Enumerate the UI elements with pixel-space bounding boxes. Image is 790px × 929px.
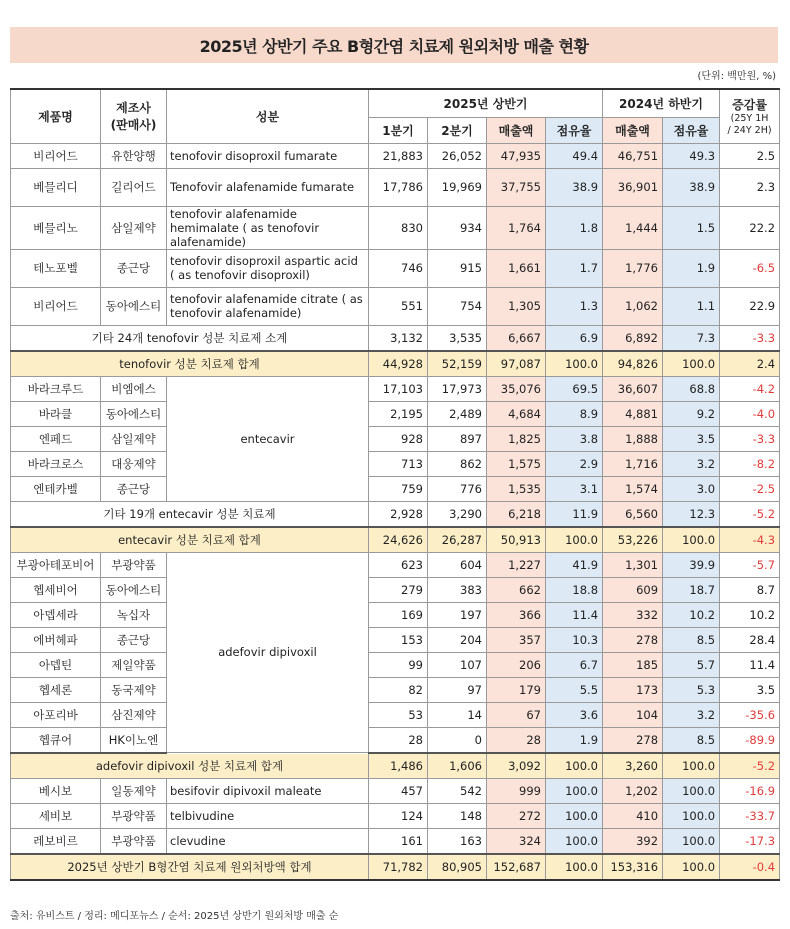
ingredient: clevudine (167, 828, 369, 854)
share-2024-value: 100.0 (663, 854, 720, 880)
header-product: 제품명 (11, 89, 101, 143)
q1-value: 24,626 (369, 527, 428, 553)
product-name: 엔페드 (11, 426, 101, 451)
share-2024-value: 100.0 (663, 828, 720, 854)
sales-value: 6,218 (487, 501, 546, 527)
change-value: 3.5 (720, 677, 780, 702)
maker-name: 동아에스티 (101, 287, 167, 325)
maker-name: 길리어드 (101, 168, 167, 206)
share-value: 3.1 (546, 476, 603, 501)
table-row (11, 206, 780, 249)
header-maker (101, 89, 167, 143)
sales-value: 35,076 (487, 376, 546, 401)
change-value: -5.2 (720, 753, 780, 779)
sales-value: 97,087 (487, 351, 546, 377)
header-2025-h1: 2025년 상반기 (369, 89, 603, 117)
q1-value: 928 (369, 426, 428, 451)
row-label: adefovir dipivoxil 성분 치료제 합계 (11, 753, 369, 779)
sales-2024-value: 173 (603, 677, 663, 702)
q2-value: 26,052 (428, 143, 487, 168)
change-value: 11.4 (720, 652, 780, 677)
sales-2024-value: 1,716 (603, 451, 663, 476)
table-row (11, 401, 780, 426)
row-label: 기타 24개 tenofovir 성분 치료제 소계 (11, 325, 369, 351)
q2-value: 197 (428, 602, 487, 627)
q1-value: 99 (369, 652, 428, 677)
ingredient: telbivudine (167, 803, 369, 828)
sales-2024-value: 332 (603, 602, 663, 627)
unit-note: (단위: 백만원, %) (697, 71, 776, 82)
q1-value: 124 (369, 803, 428, 828)
maker-name: 비엠에스 (101, 376, 167, 401)
table-body (11, 143, 780, 880)
q1-value: 457 (369, 778, 428, 803)
sales-2024-value: 1,202 (603, 778, 663, 803)
row-label: entecavir 성분 치료제 합계 (11, 527, 369, 553)
table-row (11, 803, 780, 828)
table-row (11, 577, 780, 602)
maker-name: 유한양행 (101, 143, 167, 168)
q1-value: 71,782 (369, 854, 428, 880)
change-value: -4.3 (720, 527, 780, 553)
row-label: 기타 19개 entecavir 성분 치료제 (11, 501, 369, 527)
sales-value: 1,825 (487, 426, 546, 451)
share-value: 5.5 (546, 677, 603, 702)
q1-value: 44,928 (369, 351, 428, 377)
share-value: 3.8 (546, 426, 603, 451)
q2-value: 97 (428, 677, 487, 702)
table-row (11, 552, 780, 577)
sales-2024-value: 1,444 (603, 206, 663, 249)
share-value: 1.7 (546, 249, 603, 287)
header-maker-line1: 제조사 (116, 101, 151, 116)
change-value: 2.3 (720, 168, 780, 206)
share-value: 1.9 (546, 727, 603, 753)
product-name: 바라클 (11, 401, 101, 426)
table-row (11, 854, 780, 880)
sales-2024-value: 6,560 (603, 501, 663, 527)
q2-value: 148 (428, 803, 487, 828)
change-value: 22.9 (720, 287, 780, 325)
share-value: 11.9 (546, 501, 603, 527)
share-value: 100.0 (546, 753, 603, 779)
table-row (11, 652, 780, 677)
sales-2024-value: 278 (603, 627, 663, 652)
table-row (11, 677, 780, 702)
share-2024-value: 5.3 (663, 677, 720, 702)
share-value: 6.7 (546, 652, 603, 677)
change-value: 2.4 (720, 351, 780, 377)
q1-value: 830 (369, 206, 428, 249)
q2-value: 19,969 (428, 168, 487, 206)
change-value: -33.7 (720, 803, 780, 828)
q2-value: 52,159 (428, 351, 487, 377)
ingredient: tenofovir alafenamide citrate ( as tenofovir alafenamide) (167, 287, 369, 325)
share-2024-value: 38.9 (663, 168, 720, 206)
sales-value: 1,227 (487, 552, 546, 577)
table-row (11, 527, 780, 553)
q2-value: 26,287 (428, 527, 487, 553)
q1-value: 53 (369, 702, 428, 727)
maker-name: 녹십자 (101, 602, 167, 627)
product-name: 헵큐어 (11, 727, 101, 753)
share-2024-value: 9.2 (663, 401, 720, 426)
header-maker-line2: (판매사) (110, 118, 157, 133)
sales-value: 67 (487, 702, 546, 727)
change-value: -5.7 (720, 552, 780, 577)
table-row (11, 325, 780, 351)
q1-value: 161 (369, 828, 428, 854)
maker-name: 종근당 (101, 249, 167, 287)
maker-name: 대웅제약 (101, 451, 167, 476)
maker-name: 삼일제약 (101, 426, 167, 451)
share-value: 41.9 (546, 552, 603, 577)
q1-value: 1,486 (369, 753, 428, 779)
sales-value: 999 (487, 778, 546, 803)
share-2024-value: 100.0 (663, 527, 720, 553)
change-value: -5.2 (720, 501, 780, 527)
share-2024-value: 8.5 (663, 627, 720, 652)
share-value: 6.9 (546, 325, 603, 351)
change-value: -89.9 (720, 727, 780, 753)
share-2024-value: 8.5 (663, 727, 720, 753)
table-row (11, 702, 780, 727)
header-q2: 2분기 (428, 117, 487, 143)
header-change (720, 89, 780, 143)
sales-value: 1,535 (487, 476, 546, 501)
share-2024-value: 7.3 (663, 325, 720, 351)
table-row (11, 249, 780, 287)
table-row (11, 426, 780, 451)
table-row (11, 287, 780, 325)
q1-value: 623 (369, 552, 428, 577)
sales-table (10, 88, 780, 881)
header-change-sub2: / 24Y 2H) (727, 124, 772, 136)
sales-value: 37,755 (487, 168, 546, 206)
share-2024-value: 3.5 (663, 426, 720, 451)
q2-value: 915 (428, 249, 487, 287)
sales-value: 3,092 (487, 753, 546, 779)
q2-value: 80,905 (428, 854, 487, 880)
q2-value: 542 (428, 778, 487, 803)
maker-name: 부광약품 (101, 828, 167, 854)
sales-value: 1,305 (487, 287, 546, 325)
q2-value: 14 (428, 702, 487, 727)
share-value: 2.9 (546, 451, 603, 476)
share-value: 100.0 (546, 828, 603, 854)
sales-value: 4,684 (487, 401, 546, 426)
q2-value: 776 (428, 476, 487, 501)
sales-value: 1,575 (487, 451, 546, 476)
q1-value: 21,883 (369, 143, 428, 168)
q2-value: 934 (428, 206, 487, 249)
product-name: 에버헤파 (11, 627, 101, 652)
q2-value: 383 (428, 577, 487, 602)
q1-value: 153 (369, 627, 428, 652)
share-2024-value: 3.2 (663, 702, 720, 727)
product-name: 부광아테포비어 (11, 552, 101, 577)
ingredient: Tenofovir alafenamide fumarate (167, 168, 369, 206)
table-row (11, 753, 780, 779)
sales-value: 662 (487, 577, 546, 602)
share-value: 18.8 (546, 577, 603, 602)
table-row (11, 351, 780, 377)
sales-2024-value: 153,316 (603, 854, 663, 880)
change-value: -2.5 (720, 476, 780, 501)
share-value: 100.0 (546, 351, 603, 377)
maker-name: 삼진제약 (101, 702, 167, 727)
sales-2024-value: 1,062 (603, 287, 663, 325)
maker-name: 삼일제약 (101, 206, 167, 249)
sales-value: 50,913 (487, 527, 546, 553)
sales-2024-value: 1,888 (603, 426, 663, 451)
change-value: -4.2 (720, 376, 780, 401)
sales-2024-value: 185 (603, 652, 663, 677)
title-bar (10, 27, 778, 63)
sales-value: 152,687 (487, 854, 546, 880)
share-2024-value: 3.2 (663, 451, 720, 476)
change-value: -0.4 (720, 854, 780, 880)
share-2024-value: 1.5 (663, 206, 720, 249)
maker-name: 종근당 (101, 627, 167, 652)
table-row (11, 451, 780, 476)
share-value: 100.0 (546, 527, 603, 553)
change-value: 8.7 (720, 577, 780, 602)
share-value: 100.0 (546, 803, 603, 828)
ingredient: tenofovir disoproxil fumarate (167, 143, 369, 168)
share-2024-value: 1.1 (663, 287, 720, 325)
share-value: 8.9 (546, 401, 603, 426)
header-change-label: 증감률 (732, 97, 767, 112)
share-value: 1.3 (546, 287, 603, 325)
table-row (11, 476, 780, 501)
q1-value: 28 (369, 727, 428, 753)
q1-value: 2,928 (369, 501, 428, 527)
share-2024-value: 100.0 (663, 803, 720, 828)
sales-2024-value: 36,901 (603, 168, 663, 206)
q1-value: 169 (369, 602, 428, 627)
product-name: 아포리바 (11, 702, 101, 727)
product-name: 비리어드 (11, 143, 101, 168)
share-2024-value: 1.9 (663, 249, 720, 287)
share-value: 11.4 (546, 602, 603, 627)
product-name: 헵세론 (11, 677, 101, 702)
header-share-2024: 점유율 (663, 117, 720, 143)
row-label: 2025년 상반기 B형간염 치료제 원외처방액 합계 (11, 854, 369, 880)
share-2024-value: 68.8 (663, 376, 720, 401)
change-value: -4.0 (720, 401, 780, 426)
share-value: 49.4 (546, 143, 603, 168)
share-2024-value: 39.9 (663, 552, 720, 577)
sales-value: 324 (487, 828, 546, 854)
ingredient: tenofovir disoproxil aspartic acid ( as tenofovir disoproxil) (167, 249, 369, 287)
product-name: 테노포벨 (11, 249, 101, 287)
share-2024-value: 18.7 (663, 577, 720, 602)
change-value: -6.5 (720, 249, 780, 287)
sales-2024-value: 3,260 (603, 753, 663, 779)
q1-value: 3,132 (369, 325, 428, 351)
sales-value: 47,935 (487, 143, 546, 168)
q2-value: 1,606 (428, 753, 487, 779)
table-row (11, 143, 780, 168)
product-name: 아뎁세라 (11, 602, 101, 627)
product-name: 엔테카벨 (11, 476, 101, 501)
ingredient: entecavir (167, 376, 369, 501)
product-name: 헵세비어 (11, 577, 101, 602)
q2-value: 17,973 (428, 376, 487, 401)
header-share: 점유율 (546, 117, 603, 143)
sales-2024-value: 392 (603, 828, 663, 854)
sales-value: 1,661 (487, 249, 546, 287)
change-value: -35.6 (720, 702, 780, 727)
share-2024-value: 5.7 (663, 652, 720, 677)
q2-value: 163 (428, 828, 487, 854)
change-value: 28.4 (720, 627, 780, 652)
table-row (11, 602, 780, 627)
q1-value: 746 (369, 249, 428, 287)
q1-value: 759 (369, 476, 428, 501)
ingredient: besifovir dipivoxil maleate (167, 778, 369, 803)
q1-value: 17,786 (369, 168, 428, 206)
product-name: 바라크루드 (11, 376, 101, 401)
change-value: -3.3 (720, 426, 780, 451)
product-name: 아뎁틴 (11, 652, 101, 677)
q1-value: 279 (369, 577, 428, 602)
q2-value: 3,535 (428, 325, 487, 351)
table-row (11, 501, 780, 527)
product-name: 바라크로스 (11, 451, 101, 476)
share-2024-value: 100.0 (663, 753, 720, 779)
sales-2024-value: 46,751 (603, 143, 663, 168)
sales-2024-value: 278 (603, 727, 663, 753)
header-2024-h2: 2024년 하반기 (603, 89, 720, 117)
sales-value: 6,667 (487, 325, 546, 351)
sales-2024-value: 53,226 (603, 527, 663, 553)
share-value: 69.5 (546, 376, 603, 401)
sales-value: 179 (487, 677, 546, 702)
q2-value: 0 (428, 727, 487, 753)
share-2024-value: 100.0 (663, 351, 720, 377)
maker-name: 일동제약 (101, 778, 167, 803)
maker-name: 동아에스티 (101, 577, 167, 602)
sales-2024-value: 410 (603, 803, 663, 828)
maker-name: 제일약품 (101, 652, 167, 677)
product-name: 비리어드 (11, 287, 101, 325)
source-note: 출처: 유비스트 / 정리: 메디포뉴스 / 순서: 2025년 상반기 원외처방 매출 순 (10, 911, 339, 922)
q2-value: 3,290 (428, 501, 487, 527)
share-2024-value: 3.0 (663, 476, 720, 501)
maker-name: 부광약품 (101, 803, 167, 828)
share-value: 1.8 (546, 206, 603, 249)
q1-value: 82 (369, 677, 428, 702)
ingredient: tenofovir alafenamide hemimalate ( as tenofovir alafenamide) (167, 206, 369, 249)
q2-value: 754 (428, 287, 487, 325)
sales-2024-value: 1,301 (603, 552, 663, 577)
q2-value: 107 (428, 652, 487, 677)
share-value: 100.0 (546, 778, 603, 803)
share-2024-value: 49.3 (663, 143, 720, 168)
share-value: 3.6 (546, 702, 603, 727)
sales-value: 206 (487, 652, 546, 677)
q2-value: 204 (428, 627, 487, 652)
share-value: 38.9 (546, 168, 603, 206)
sales-value: 272 (487, 803, 546, 828)
share-2024-value: 12.3 (663, 501, 720, 527)
share-value: 10.3 (546, 627, 603, 652)
sales-2024-value: 1,574 (603, 476, 663, 501)
table-row (11, 168, 780, 206)
q1-value: 2,195 (369, 401, 428, 426)
sales-2024-value: 36,607 (603, 376, 663, 401)
header-sales: 매출액 (487, 117, 546, 143)
sales-2024-value: 104 (603, 702, 663, 727)
change-value: 22.2 (720, 206, 780, 249)
sales-value: 357 (487, 627, 546, 652)
table-row (11, 778, 780, 803)
header-ingredient: 성분 (167, 89, 369, 143)
sales-2024-value: 609 (603, 577, 663, 602)
table-row (11, 727, 780, 753)
change-value: -3.3 (720, 325, 780, 351)
table-row (11, 828, 780, 854)
product-name: 세비보 (11, 803, 101, 828)
change-value: 10.2 (720, 602, 780, 627)
sales-2024-value: 1,776 (603, 249, 663, 287)
q1-value: 17,103 (369, 376, 428, 401)
product-name: 레보비르 (11, 828, 101, 854)
table-row (11, 376, 780, 401)
sales-value: 28 (487, 727, 546, 753)
ingredient: adefovir dipivoxil (167, 552, 369, 753)
product-name: 베믈리디 (11, 168, 101, 206)
header-q1: 1분기 (369, 117, 428, 143)
product-name: 베믈리노 (11, 206, 101, 249)
q2-value: 604 (428, 552, 487, 577)
q1-value: 713 (369, 451, 428, 476)
q2-value: 862 (428, 451, 487, 476)
share-2024-value: 10.2 (663, 602, 720, 627)
product-name: 베시보 (11, 778, 101, 803)
maker-name: 동아에스티 (101, 401, 167, 426)
share-value: 100.0 (546, 854, 603, 880)
share-2024-value: 100.0 (663, 778, 720, 803)
sales-value: 366 (487, 602, 546, 627)
header-sales-2024: 매출액 (603, 117, 663, 143)
q2-value: 897 (428, 426, 487, 451)
maker-name: 동국제약 (101, 677, 167, 702)
sales-2024-value: 4,881 (603, 401, 663, 426)
maker-name: 부광약품 (101, 552, 167, 577)
header-change-sub1: (25Y 1H (730, 112, 769, 124)
table-row (11, 627, 780, 652)
q1-value: 551 (369, 287, 428, 325)
change-value: 2.5 (720, 143, 780, 168)
change-value: -8.2 (720, 451, 780, 476)
q2-value: 2,489 (428, 401, 487, 426)
sales-2024-value: 6,892 (603, 325, 663, 351)
change-value: -17.3 (720, 828, 780, 854)
page-title: 2025년 상반기 주요 B형간염 치료제 원외처방 매출 현황 (199, 36, 589, 56)
maker-name: HK이노엔 (101, 727, 167, 753)
sales-2024-value: 94,826 (603, 351, 663, 377)
sales-value: 1,764 (487, 206, 546, 249)
row-label: tenofovir 성분 치료제 합계 (11, 351, 369, 377)
change-value: -16.9 (720, 778, 780, 803)
maker-name: 종근당 (101, 476, 167, 501)
